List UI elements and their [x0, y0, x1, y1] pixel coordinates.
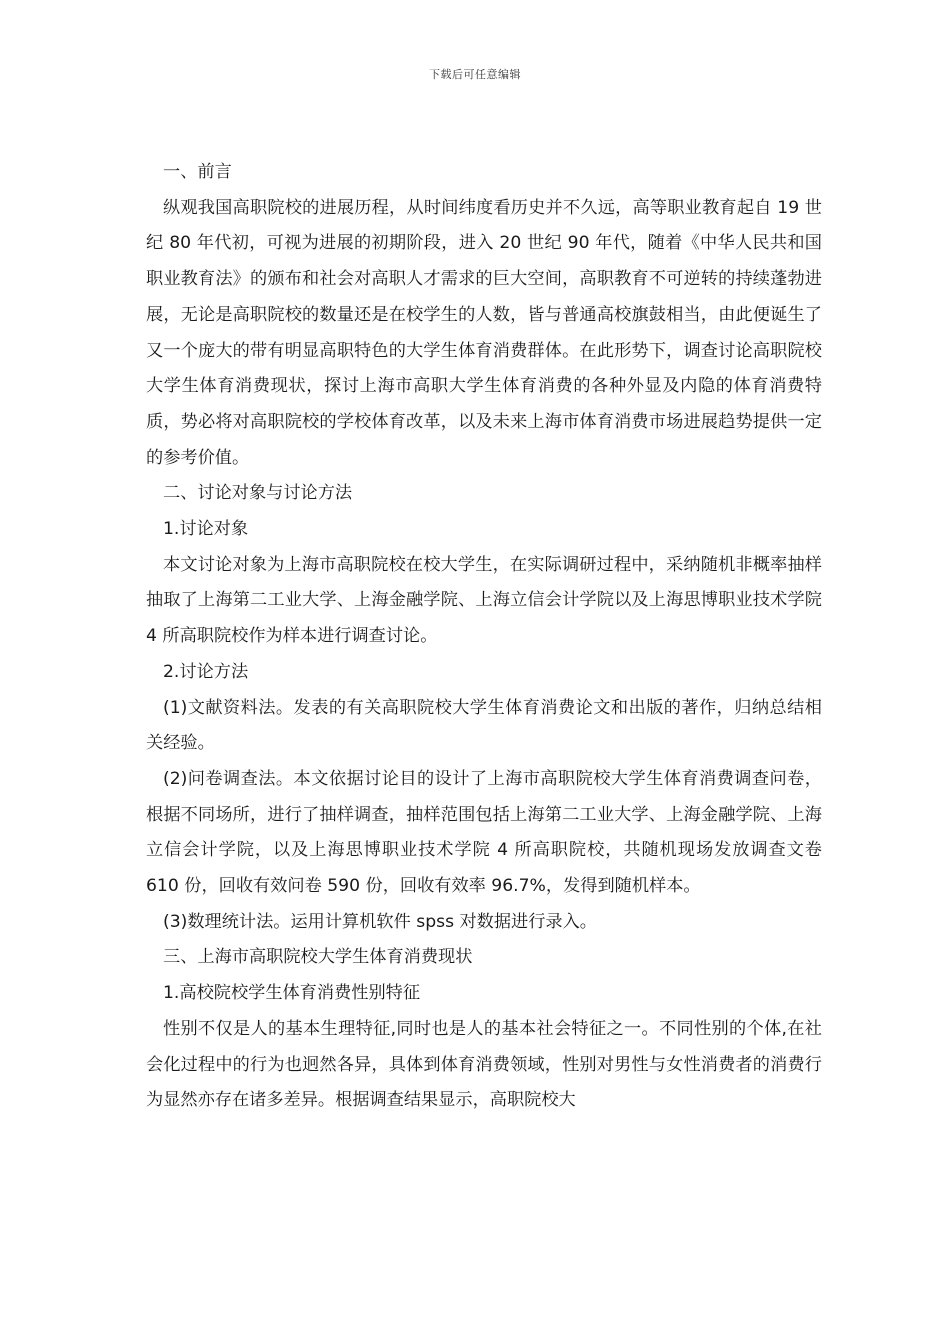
section-heading-1: 一、前言 — [163, 162, 232, 182]
section-heading-2: 二、讨论对象与讨论方法 — [163, 483, 353, 504]
subheading-research-method: 2.讨论方法 — [163, 661, 249, 682]
paragraph-intro: 纵观我国高职院校的进展历程，从时间纬度看历史并不久远，高等职业教育起自 19 世纪 80 年代初，可视为进展的初期阶段，进入 20 世纪 90 年代，随着《中华人民共和国职业教育法》的颁布和社会对高职人才需求的巨大空间，高职教育不可逆转的持续蓬勃进展，无论是高职院校的数量还是在校学生的人数，皆与普通高校旗鼓相当，由此便诞生了又一个庞大的带有明显高职特色的大学生体育消费群体。在此形势下，调查讨论高职院校大学生体育消费现状，探讨上海市高职大学生体育消费的各种外显及内隐的体育消费特质，势必将对高职院校的学校体育改革，以及未来上海市体育消费市场进展趋势提供一定的参考价值。 — [146, 197, 822, 468]
paragraph-gender: 性别不仅是人的基本生理特征,同时也是人的基本社会特征之一。不同性别的个体,在社会化过程中的行为也迥然各异，具体到体育消费领域，性别对男性与女性消费者的消费行为显然亦存在诸多差异。根据调查结果显示，高职院校大 — [146, 1018, 822, 1111]
page-header-note: 下载后可任意编辑 — [429, 68, 521, 81]
document-body — [146, 155, 822, 1119]
paragraph-method-questionnaire: (2)问卷调查法。本文依据讨论目的设计了上海市高职院校大学生体育消费调查问卷，根据不同场所，进行了抽样调查，抽样范围包括上海第二工业大学、上海金融学院、上海立信会计学院，以及上海思博职业技术学院 4 所高职院校，共随机现场发放调查文卷 610 份，回收有效问卷 590 份，回收有效率 96.7%，发得到随机样本。 — [146, 768, 822, 897]
subheading-gender: 1.高校院校学生体育消费性别特征 — [163, 983, 421, 1004]
paragraph-research-object: 本文讨论对象为上海市高职院校在校大学生，在实际调研过程中，采纳随机非概率抽样抽取了上海第二工业大学、上海金融学院、上海立信会计学院以及上海思博职业技术学院 4 所高职院校作为样本进行调查讨论。 — [146, 554, 822, 647]
section-heading-3: 三、上海市高职院校大学生体育消费现状 — [163, 947, 473, 968]
subheading-research-object: 1.讨论对象 — [163, 519, 249, 540]
paragraph-method-statistics: (3)数理统计法。运用计算机软件 spss 对数据进行录入。 — [163, 911, 597, 932]
paragraph-method-literature: (1)文献资料法。发表的有关高职院校大学生体育消费论文和出版的著作，归纳总结相关经验。 — [146, 697, 822, 754]
